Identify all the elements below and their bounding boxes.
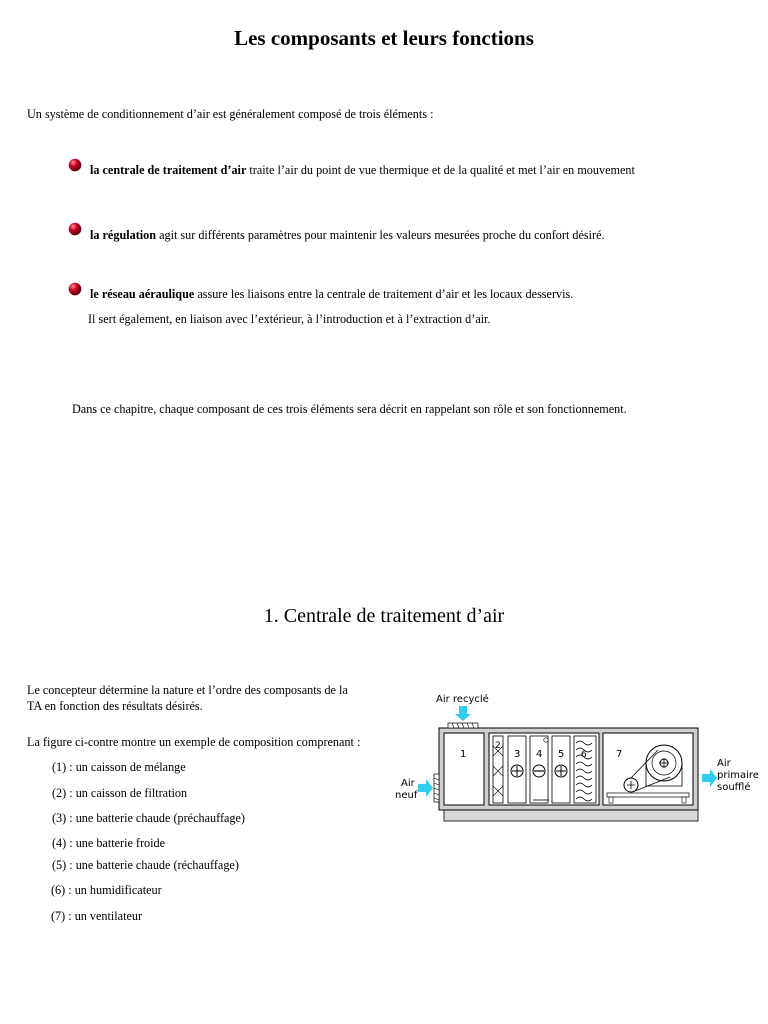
list-item: (2) : un caisson de filtration [52,786,188,800]
diagram-number-7: 7 [616,749,623,760]
label-air-out-3: soufflé [717,782,751,793]
bullet-term: la régulation [90,228,157,242]
bullet-text: agit sur différents paramètres pour maintenir les valeurs mesurées proche du confort désiré. [156,228,605,242]
section-heading: 1. Centrale de traitement d’air [263,605,505,627]
diagram-number-5: 5 [558,749,565,760]
bullet-text: assure les liaisons entre la centrale de traitement d’air et les locaux desservis. [194,287,574,301]
diagram-number-2: 2 [495,741,501,751]
page-title: Les composants et leurs fonctions [234,26,534,50]
diagram-number-3: 3 [514,749,521,760]
label-air-neuf-1: Air [401,778,415,789]
intro-text: Un système de conditionnement d’air est généralement composé de trois éléments : [27,107,434,121]
list-item: (7) : un ventilateur [51,909,143,923]
list-item: (5) : une batterie chaude (réchauffage) [52,858,239,872]
arrow-down-icon [455,706,471,721]
bullet-term: le réseau aéraulique [90,287,195,301]
bullet-ball-icon [68,158,82,172]
section-para-line1: Le concepteur détermine la nature et l’ordre des composants de la [27,683,348,697]
bullet-item-centrale [90,163,635,178]
list-item: (3) : une batterie chaude (préchauffage) [52,811,245,825]
diagram-number-1: 1 [460,749,467,760]
label-air-neuf-2: neuf [395,790,418,801]
arrow-right-icon [418,779,433,797]
bullet-ball-icon [68,282,82,296]
arrow-right-icon [702,769,717,787]
label-air-recycle: Air recyclé [436,694,489,705]
ahu-diagram [392,688,768,828]
bullet-item-reseau [90,287,573,302]
bullet-text: traite l’air du point de vue thermique et de la qualité et met l’air en mouvement [246,163,635,177]
section-para-line2: TA en fonction des résultats désirés. [27,699,203,713]
list-item: (1) : un caisson de mélange [52,760,186,774]
list-item: (4) : une batterie froide [52,836,166,850]
section-para2: La figure ci-contre montre un exemple de composition comprenant : [27,735,361,749]
label-air-out-1: Air [717,758,731,769]
bullet-term: la centrale de traitement d’air [90,163,247,177]
label-air-out-2: primaire [717,770,759,781]
bullet-item-regulation [90,228,605,243]
diagram-compartment-1 [444,733,484,805]
diagram-number-6: 6 [581,750,587,760]
diagram-number-4: 4 [536,749,543,760]
diagram-base [444,810,698,821]
bullet-extra-text: Il sert également, en liaison avec l’extérieur, à l’introduction et à l’extraction d’air. [88,312,491,326]
bullet-ball-icon [68,222,82,236]
chapter-note: Dans ce chapitre, chaque composant de ces trois éléments sera décrit en rappelant son rôle et son fonctionnement. [72,402,627,416]
list-item: (6) : un humidificateur [51,883,162,897]
